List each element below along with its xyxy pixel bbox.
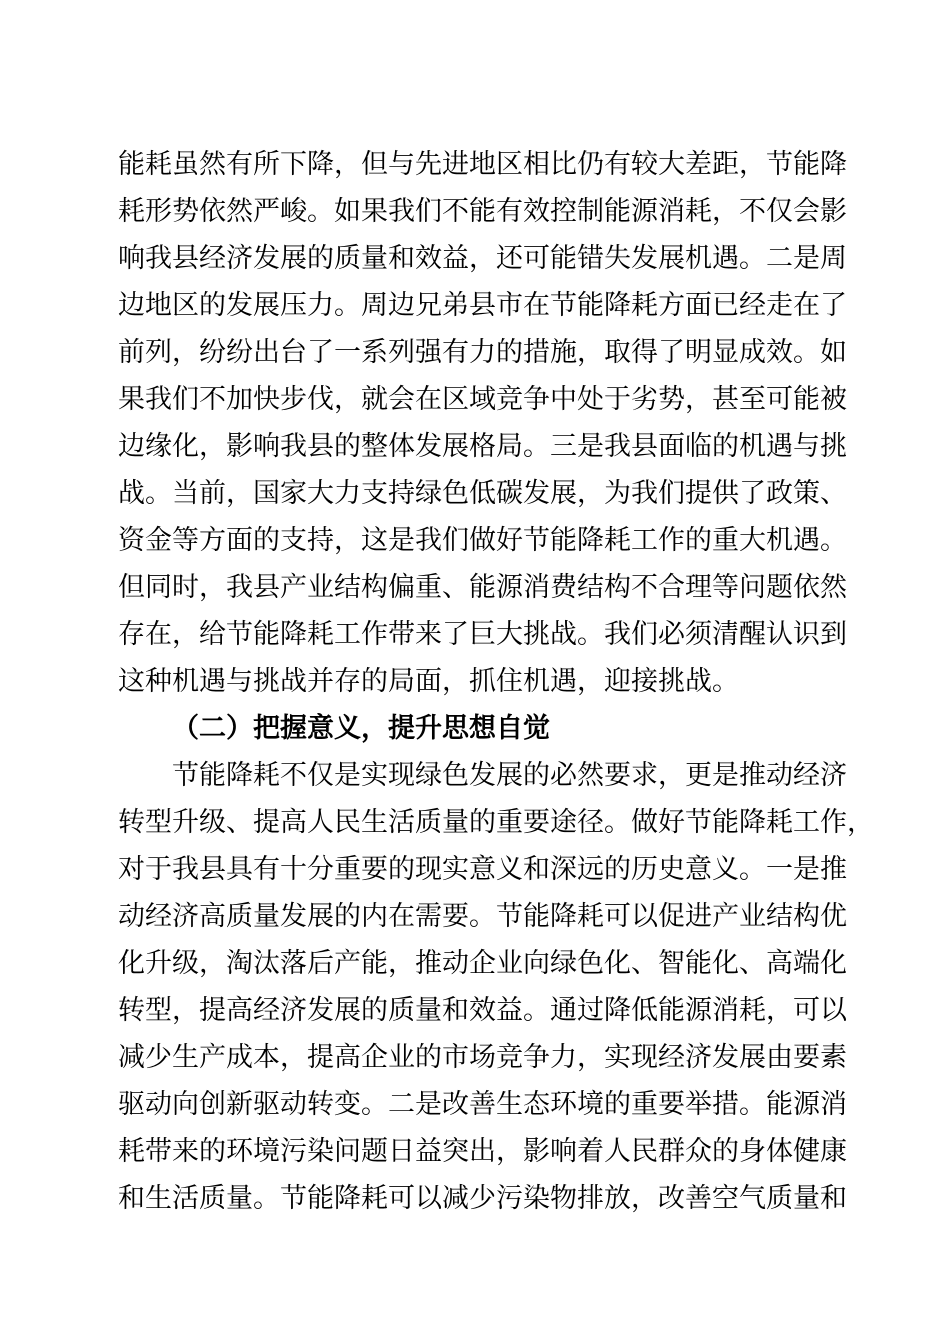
paragraph-line: 驱动向创新驱动转变。二是改善生态环境的重要举措。能源消 bbox=[118, 1089, 847, 1120]
paragraph-line: 边缘化，影响我县的整体发展格局。三是我县面临的机遇与挑 bbox=[118, 431, 847, 462]
paragraph-line: 转型升级、提高人民生活质量的重要途径。做好节能降耗工作， bbox=[118, 807, 874, 838]
paragraph-line: 响我县经济发展的质量和效益，还可能错失发展机遇。二是周 bbox=[118, 243, 847, 274]
paragraph-line: 节能降耗不仅是实现绿色发展的必然要求，更是推动经济 bbox=[172, 760, 847, 791]
paragraph-line: 存在，给节能降耗工作带来了巨大挑战。我们必须清醒认识到 bbox=[118, 619, 847, 650]
paragraph-line: 转型，提高经济发展的质量和效益。通过降低能源消耗，可以 bbox=[118, 995, 847, 1026]
section-heading: （二）把握意义，提升思想自觉 bbox=[172, 713, 550, 744]
paragraph-line: 耗形势依然严峻。如果我们不能有效控制能源消耗，不仅会影 bbox=[118, 196, 847, 227]
paragraph-significance bbox=[118, 752, 874, 1222]
paragraph-line: 化升级，淘汰落后产能，推动企业向绿色化、智能化、高端化 bbox=[118, 948, 847, 979]
paragraph-line: 果我们不加快步伐，就会在区域竞争中处于劣势，甚至可能被 bbox=[118, 384, 847, 415]
paragraph-line: 前列，纷纷出台了一系列强有力的措施，取得了明显成效。如 bbox=[118, 337, 847, 368]
paragraph-line: 资金等方面的支持，这是我们做好节能降耗工作的重大机遇。 bbox=[118, 525, 847, 556]
paragraph-line: 这种机遇与挑战并存的局面，抓住机遇，迎接挑战。 bbox=[118, 666, 739, 697]
paragraph-line: 减少生产成本，提高企业的市场竞争力，实现经济发展由要素 bbox=[118, 1042, 847, 1073]
paragraph-line: 战。当前，国家大力支持绿色低碳发展，为我们提供了政策、 bbox=[118, 478, 847, 509]
paragraph-line: 对于我县具有十分重要的现实意义和深远的历史意义。一是推 bbox=[118, 854, 847, 885]
paragraph-line: 动经济高质量发展的内在需要。节能降耗可以促进产业结构优 bbox=[118, 901, 847, 932]
paragraph-line: 耗带来的环境污染问题日益突出，影响着人民群众的身体健康 bbox=[118, 1136, 847, 1167]
paragraph-line: 边地区的发展压力。周边兄弟县市在节能降耗方面已经走在了 bbox=[118, 290, 847, 321]
paragraph-line: 和生活质量。节能降耗可以减少污染物排放，改善空气质量和 bbox=[118, 1183, 847, 1214]
document-body bbox=[118, 141, 874, 1222]
paragraph-line: 能耗虽然有所下降，但与先进地区相比仍有较大差距，节能降 bbox=[118, 149, 847, 180]
paragraph-context bbox=[118, 141, 847, 705]
paragraph-line: 但同时，我县产业结构偏重、能源消费结构不合理等问题依然 bbox=[118, 572, 847, 603]
